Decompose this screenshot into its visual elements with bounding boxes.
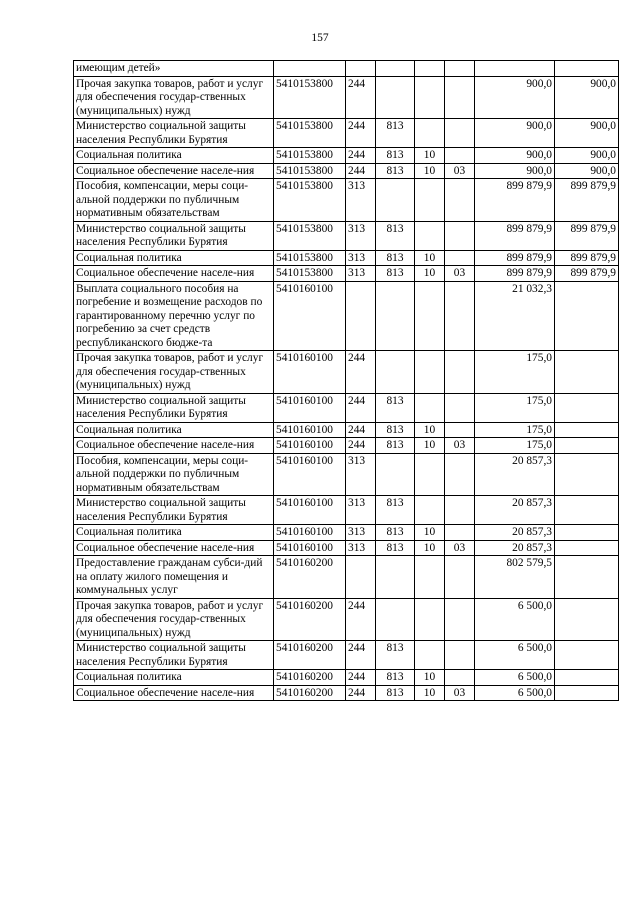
section-cell: 10 [415, 422, 445, 438]
amount-year2-cell: 899 879,9 [555, 179, 619, 222]
expense-type-cell: 244 [346, 393, 376, 422]
subsection-cell [445, 281, 475, 351]
table-row [74, 422, 619, 438]
subsection-cell [445, 641, 475, 670]
ministry-code-cell: 813 [376, 393, 415, 422]
expense-type-cell: 244 [346, 438, 376, 454]
amount-year1-cell: 175,0 [475, 438, 555, 454]
target-article-cell: 5410160100 [274, 540, 346, 556]
table-row [74, 250, 619, 266]
subsection-cell [445, 61, 475, 77]
ministry-code-cell [376, 453, 415, 496]
section-cell [415, 453, 445, 496]
section-cell: 10 [415, 438, 445, 454]
subsection-cell [445, 351, 475, 394]
section-cell [415, 179, 445, 222]
target-article-cell: 5410153800 [274, 163, 346, 179]
amount-year2-cell [555, 61, 619, 77]
table-row [74, 119, 619, 148]
table-row [74, 556, 619, 599]
ministry-code-cell [376, 179, 415, 222]
ministry-code-cell: 813 [376, 525, 415, 541]
page-number: 157 [311, 32, 329, 44]
table-row [74, 266, 619, 282]
table-row [74, 670, 619, 686]
ministry-code-cell [376, 598, 415, 641]
amount-year1-cell [475, 61, 555, 77]
target-article-cell: 5410153800 [274, 221, 346, 250]
amount-year2-cell [555, 670, 619, 686]
expense-type-cell: 313 [346, 525, 376, 541]
section-cell [415, 281, 445, 351]
amount-year1-cell: 802 579,5 [475, 556, 555, 599]
ministry-code-cell: 813 [376, 221, 415, 250]
subsection-cell [445, 250, 475, 266]
amount-year2-cell [555, 641, 619, 670]
amount-year2-cell [555, 438, 619, 454]
item-name-cell: имеющим детей» [74, 61, 274, 77]
amount-year1-cell: 899 879,9 [475, 266, 555, 282]
section-cell: 10 [415, 670, 445, 686]
table-row [74, 221, 619, 250]
expense-type-cell: 313 [346, 540, 376, 556]
ministry-code-cell: 813 [376, 148, 415, 164]
expense-type-cell: 244 [346, 76, 376, 119]
target-article-cell: 5410160200 [274, 685, 346, 701]
item-name-cell: Социальное обеспечение населе-ния [74, 438, 274, 454]
section-cell [415, 76, 445, 119]
ministry-code-cell: 813 [376, 540, 415, 556]
item-name-cell: Предоставление гражданам субси-дий на оплату жилого помещения и коммунальных услуг [74, 556, 274, 599]
table-row [74, 163, 619, 179]
expense-type-cell: 313 [346, 266, 376, 282]
amount-year1-cell: 6 500,0 [475, 685, 555, 701]
table-body [74, 61, 619, 701]
expense-type-cell: 244 [346, 422, 376, 438]
target-article-cell: 5410160100 [274, 453, 346, 496]
table-row [74, 496, 619, 525]
item-name-cell: Социальное обеспечение населе-ния [74, 540, 274, 556]
amount-year1-cell: 899 879,9 [475, 221, 555, 250]
amount-year1-cell: 6 500,0 [475, 598, 555, 641]
ministry-code-cell: 813 [376, 641, 415, 670]
section-cell [415, 496, 445, 525]
amount-year2-cell: 900,0 [555, 148, 619, 164]
amount-year1-cell: 6 500,0 [475, 670, 555, 686]
item-name-cell: Социальное обеспечение населе-ния [74, 685, 274, 701]
ministry-code-cell: 813 [376, 250, 415, 266]
amount-year2-cell: 899 879,9 [555, 250, 619, 266]
expense-type-cell: 244 [346, 685, 376, 701]
item-name-cell: Социальная политика [74, 525, 274, 541]
table-row [74, 393, 619, 422]
amount-year1-cell: 6 500,0 [475, 641, 555, 670]
section-cell: 10 [415, 266, 445, 282]
expense-type-cell [346, 556, 376, 599]
target-article-cell: 5410160200 [274, 641, 346, 670]
target-article-cell: 5410153800 [274, 119, 346, 148]
amount-year2-cell [555, 453, 619, 496]
subsection-cell [445, 119, 475, 148]
subsection-cell [445, 221, 475, 250]
table-row [74, 76, 619, 119]
ministry-code-cell [376, 351, 415, 394]
item-name-cell: Социальное обеспечение населе-ния [74, 163, 274, 179]
section-cell: 10 [415, 540, 445, 556]
section-cell [415, 641, 445, 670]
target-article-cell: 5410160200 [274, 556, 346, 599]
expense-type-cell: 244 [346, 641, 376, 670]
amount-year2-cell [555, 393, 619, 422]
subsection-cell [445, 670, 475, 686]
amount-year1-cell: 175,0 [475, 351, 555, 394]
target-article-cell: 5410160100 [274, 351, 346, 394]
amount-year2-cell: 899 879,9 [555, 221, 619, 250]
item-name-cell: Выплата социального пособия на погребение и возмещение расходов по гарантированному перечню услуг по погребению за счет средств республиканского бюдже-та [74, 281, 274, 351]
ministry-code-cell [376, 281, 415, 351]
amount-year2-cell: 900,0 [555, 119, 619, 148]
target-article-cell: 5410160200 [274, 598, 346, 641]
section-cell: 10 [415, 250, 445, 266]
expense-type-cell: 313 [346, 179, 376, 222]
amount-year1-cell: 20 857,3 [475, 540, 555, 556]
ministry-code-cell: 813 [376, 438, 415, 454]
subsection-cell [445, 525, 475, 541]
amount-year1-cell: 900,0 [475, 76, 555, 119]
amount-year2-cell [555, 351, 619, 394]
table-row [74, 438, 619, 454]
target-article-cell: 5410160100 [274, 393, 346, 422]
section-cell [415, 393, 445, 422]
amount-year1-cell: 175,0 [475, 393, 555, 422]
table-row [74, 685, 619, 701]
amount-year2-cell [555, 598, 619, 641]
item-name-cell: Министерство социальной защиты населения Республики Бурятия [74, 641, 274, 670]
item-name-cell: Пособия, компенсации, меры соци-альной поддержки по публичным нормативным обязательствам [74, 453, 274, 496]
expense-type-cell: 244 [346, 119, 376, 148]
ministry-code-cell: 813 [376, 266, 415, 282]
section-cell [415, 351, 445, 394]
item-name-cell: Министерство социальной защиты населения Республики Бурятия [74, 393, 274, 422]
expense-type-cell: 244 [346, 598, 376, 641]
subsection-cell [445, 598, 475, 641]
ministry-code-cell [376, 76, 415, 119]
expense-type-cell: 244 [346, 351, 376, 394]
subsection-cell [445, 453, 475, 496]
expense-type-cell: 313 [346, 250, 376, 266]
amount-year1-cell: 20 857,3 [475, 525, 555, 541]
budget-table [73, 60, 619, 701]
subsection-cell: 03 [445, 438, 475, 454]
ministry-code-cell: 813 [376, 422, 415, 438]
item-name-cell: Министерство социальной защиты населения Республики Бурятия [74, 119, 274, 148]
ministry-code-cell: 813 [376, 163, 415, 179]
table-row [74, 351, 619, 394]
amount-year2-cell [555, 422, 619, 438]
item-name-cell: Прочая закупка товаров, работ и услуг для обеспечения государ-ственных (муниципальных) нужд [74, 76, 274, 119]
target-article-cell: 5410153800 [274, 76, 346, 119]
item-name-cell: Социальная политика [74, 670, 274, 686]
target-article-cell: 5410160100 [274, 422, 346, 438]
subsection-cell: 03 [445, 540, 475, 556]
section-cell [415, 119, 445, 148]
section-cell: 10 [415, 148, 445, 164]
expense-type-cell: 244 [346, 148, 376, 164]
subsection-cell [445, 76, 475, 119]
subsection-cell: 03 [445, 266, 475, 282]
expense-type-cell [346, 61, 376, 77]
ministry-code-cell: 813 [376, 496, 415, 525]
subsection-cell [445, 422, 475, 438]
target-article-cell: 5410153800 [274, 266, 346, 282]
expense-type-cell [346, 281, 376, 351]
target-article-cell [274, 61, 346, 77]
table-row [74, 598, 619, 641]
item-name-cell: Министерство социальной защиты населения Республики Бурятия [74, 496, 274, 525]
amount-year2-cell [555, 496, 619, 525]
table-row [74, 525, 619, 541]
item-name-cell: Социальное обеспечение населе-ния [74, 266, 274, 282]
expense-type-cell: 313 [346, 453, 376, 496]
subsection-cell [445, 556, 475, 599]
item-name-cell: Социальная политика [74, 422, 274, 438]
section-cell [415, 598, 445, 641]
item-name-cell: Министерство социальной защиты населения Республики Бурятия [74, 221, 274, 250]
target-article-cell: 5410160100 [274, 281, 346, 351]
section-cell [415, 556, 445, 599]
ministry-code-cell: 813 [376, 685, 415, 701]
subsection-cell: 03 [445, 163, 475, 179]
target-article-cell: 5410153800 [274, 148, 346, 164]
table-row [74, 641, 619, 670]
amount-year1-cell: 899 879,9 [475, 179, 555, 222]
table-row [74, 540, 619, 556]
target-article-cell: 5410160100 [274, 496, 346, 525]
amount-year2-cell [555, 281, 619, 351]
amount-year1-cell: 899 879,9 [475, 250, 555, 266]
expense-type-cell: 313 [346, 221, 376, 250]
item-name-cell: Прочая закупка товаров, работ и услуг для обеспечения государ-ственных (муниципальных) нужд [74, 351, 274, 394]
amount-year1-cell: 175,0 [475, 422, 555, 438]
amount-year2-cell [555, 556, 619, 599]
ministry-code-cell: 813 [376, 119, 415, 148]
expense-type-cell: 313 [346, 496, 376, 525]
subsection-cell [445, 148, 475, 164]
table-row [74, 179, 619, 222]
amount-year1-cell: 20 857,3 [475, 496, 555, 525]
expense-type-cell: 244 [346, 670, 376, 686]
amount-year1-cell: 900,0 [475, 163, 555, 179]
subsection-cell [445, 393, 475, 422]
table-row [74, 453, 619, 496]
table-row [74, 281, 619, 351]
section-cell: 10 [415, 685, 445, 701]
ministry-code-cell [376, 556, 415, 599]
ministry-code-cell: 813 [376, 670, 415, 686]
target-article-cell: 5410153800 [274, 179, 346, 222]
amount-year1-cell: 21 032,3 [475, 281, 555, 351]
amount-year1-cell: 900,0 [475, 119, 555, 148]
subsection-cell [445, 179, 475, 222]
amount-year1-cell: 900,0 [475, 148, 555, 164]
amount-year2-cell: 900,0 [555, 163, 619, 179]
ministry-code-cell [376, 61, 415, 77]
target-article-cell: 5410160200 [274, 670, 346, 686]
table-row [74, 61, 619, 77]
table-row [74, 148, 619, 164]
amount-year1-cell: 20 857,3 [475, 453, 555, 496]
amount-year2-cell [555, 525, 619, 541]
expense-type-cell: 244 [346, 163, 376, 179]
item-name-cell: Социальная политика [74, 250, 274, 266]
target-article-cell: 5410160100 [274, 525, 346, 541]
item-name-cell: Прочая закупка товаров, работ и услуг для обеспечения государ-ственных (муниципальных) нужд [74, 598, 274, 641]
target-article-cell: 5410160100 [274, 438, 346, 454]
amount-year2-cell: 899 879,9 [555, 266, 619, 282]
subsection-cell [445, 496, 475, 525]
section-cell [415, 221, 445, 250]
section-cell [415, 61, 445, 77]
amount-year2-cell [555, 540, 619, 556]
item-name-cell: Пособия, компенсации, меры соци-альной поддержки по публичным нормативным обязательствам [74, 179, 274, 222]
amount-year2-cell: 900,0 [555, 76, 619, 119]
target-article-cell: 5410153800 [274, 250, 346, 266]
section-cell: 10 [415, 525, 445, 541]
subsection-cell: 03 [445, 685, 475, 701]
section-cell: 10 [415, 163, 445, 179]
amount-year2-cell [555, 685, 619, 701]
item-name-cell: Социальная политика [74, 148, 274, 164]
